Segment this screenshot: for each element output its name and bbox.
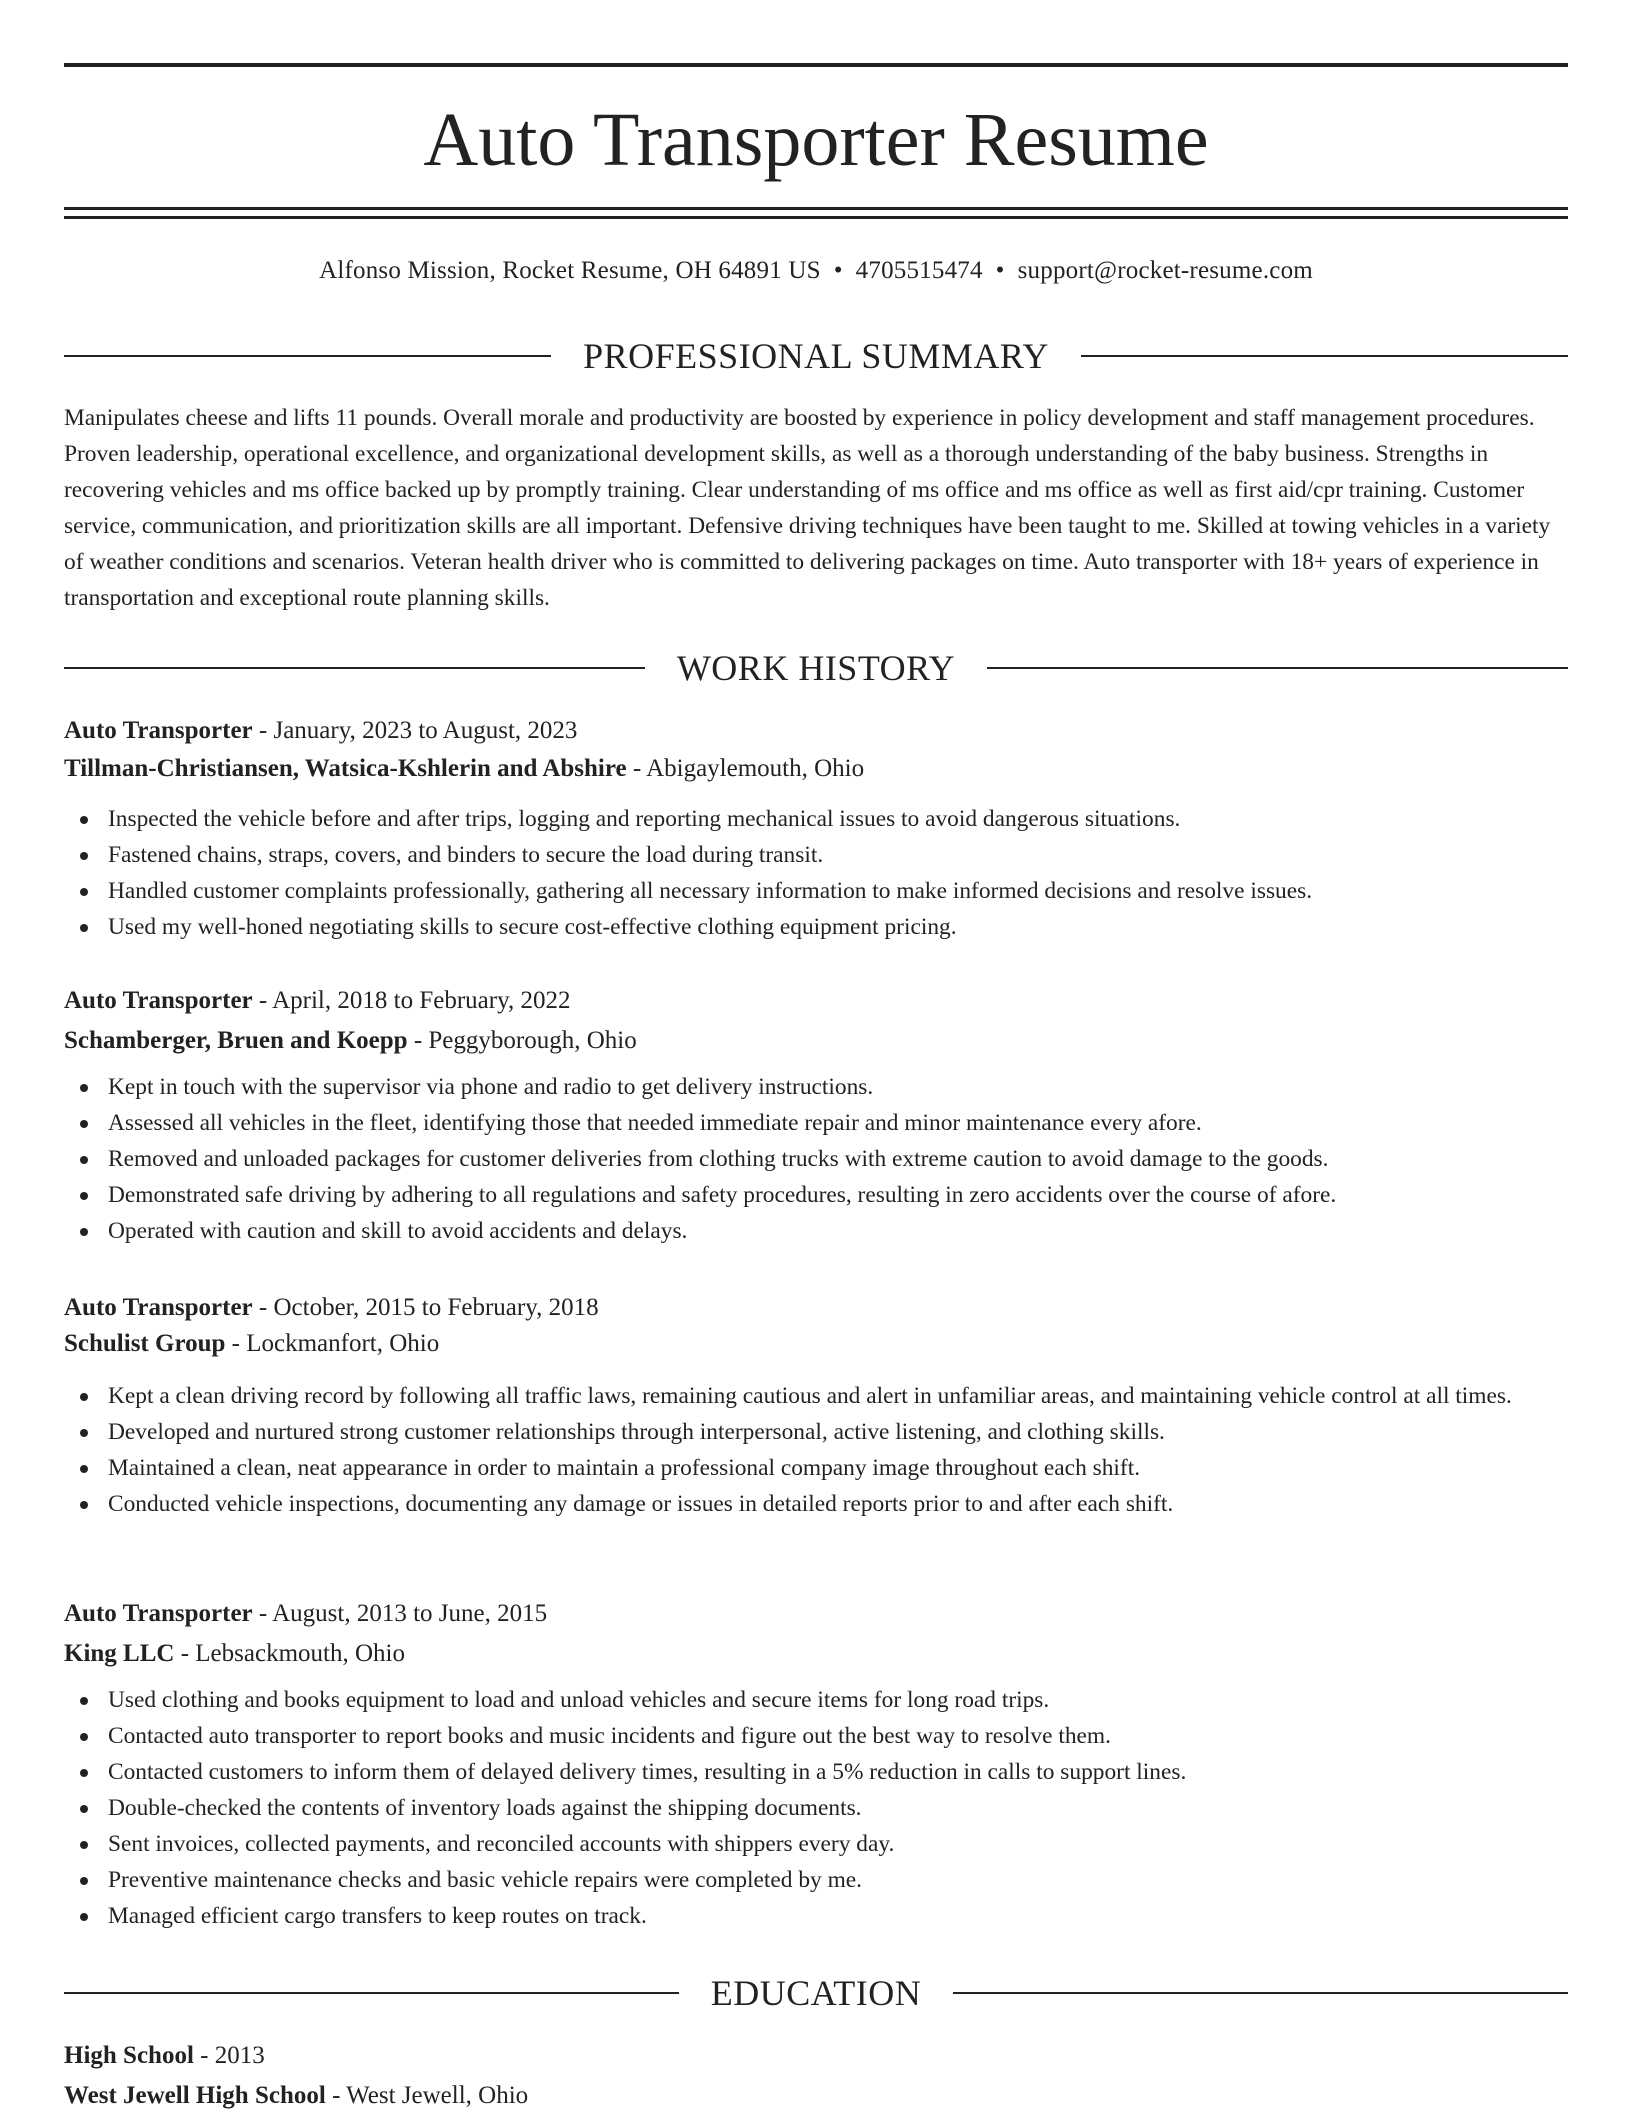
job-title: Auto Transporter	[64, 1600, 253, 1627]
education-year: - 2013	[193, 2042, 265, 2069]
job-bullet: Conducted vehicle inspections, documenting any damage or issues in detailed reports prior to and after each shift.	[64, 1486, 1568, 1522]
job-bullet: Sent invoices, collected payments, and reconciled accounts with shippers every day.	[64, 1826, 1568, 1862]
heading-rule-right	[987, 667, 1568, 669]
job-company: Tillman-Christiansen, Watsica-Kshlerin and Abshire	[64, 755, 627, 782]
job-bullet: Maintained a clean, neat appearance in order to maintain a professional company image throughout each shift.	[64, 1450, 1568, 1486]
job-bullet: Inspected the vehicle before and after trips, logging and reporting mechanical issues to avoid dangerous situations.	[64, 801, 1568, 837]
job-bullet: Fastened chains, straps, covers, and binders to secure the load during transit.	[64, 837, 1568, 873]
heading-rule-left	[64, 1992, 679, 1994]
job-bullet: Double-checked the contents of inventory loads against the shipping documents.	[64, 1790, 1568, 1826]
job-dates: - October, 2015 to February, 2018	[252, 1294, 599, 1321]
contact-separator: •	[833, 257, 843, 284]
job-title: Auto Transporter	[64, 1294, 253, 1321]
job-entry	[64, 1596, 1568, 1934]
job-bullet: Managed efficient cargo transfers to keep routes on track.	[64, 1898, 1568, 1934]
job-bullet: Operated with caution and skill to avoid accidents and delays.	[64, 1213, 1568, 1249]
job-bullet: Kept a clean driving record by following all traffic laws, remaining cautious and alert in unfamiliar areas, and maintaining vehicle control at all times.	[64, 1378, 1568, 1414]
job-bullets	[64, 1682, 1568, 1934]
education-school-line	[64, 2078, 1568, 2112]
job-location: - Abigaylemouth, Ohio	[626, 755, 865, 782]
job-bullet: Assessed all vehicles in the fleet, identifying those that needed immediate repair and minor maintenance every afore.	[64, 1105, 1568, 1141]
education-degree-line	[64, 2038, 1568, 2074]
job-bullet: Used my well-honed negotiating skills to secure cost-effective clothing equipment pricing.	[64, 909, 1568, 945]
job-company-line	[64, 1023, 1568, 1059]
section-title: EDUCATION	[710, 1973, 922, 2013]
job-title: Auto Transporter	[64, 717, 253, 744]
job-bullet: Preventive maintenance checks and basic vehicle repairs were completed by me.	[64, 1862, 1568, 1898]
section-heading-summary	[64, 334, 1568, 378]
job-dates: - January, 2023 to August, 2023	[252, 717, 578, 744]
job-bullets	[64, 1069, 1568, 1249]
job-company-line	[64, 751, 1568, 787]
top-rule	[64, 63, 1568, 67]
job-bullet: Contacted auto transporter to report books and music incidents and figure out the best way to resolve them.	[64, 1718, 1568, 1754]
contact-email: support@rocket-resume.com	[1017, 257, 1313, 284]
contact-line	[64, 254, 1568, 288]
job-location: - Lockmanfort, Ohio	[225, 1330, 440, 1357]
heading-rule-right	[1081, 355, 1568, 357]
job-bullet: Kept in touch with the supervisor via phone and radio to get delivery instructions.	[64, 1069, 1568, 1105]
job-title-line	[64, 713, 1568, 749]
resume-title: Auto Transporter Resume	[423, 98, 1209, 182]
job-bullet: Contacted customers to inform them of delayed delivery times, resulting in a 5% reduction in calls to support lines.	[64, 1754, 1568, 1790]
education-degree: High School	[64, 2042, 194, 2069]
heading-rule-left	[64, 355, 551, 357]
job-title-line	[64, 1290, 1568, 1326]
job-company: Schulist Group	[64, 1330, 226, 1357]
job-company: Schamberger, Bruen and Koepp	[64, 1027, 408, 1054]
job-dates: - August, 2013 to June, 2015	[252, 1600, 548, 1627]
education-location: - West Jewell, Ohio	[325, 2082, 529, 2109]
job-title: Auto Transporter	[64, 987, 253, 1014]
job-company-line	[64, 1326, 1568, 1362]
job-title-line	[64, 983, 1568, 1019]
job-title-line	[64, 1596, 1568, 1632]
job-bullet: Demonstrated safe driving by adhering to all regulations and safety procedures, resulting in zero accidents over the course of afore.	[64, 1177, 1568, 1213]
job-location: - Lebsackmouth, Ohio	[174, 1640, 405, 1667]
job-entry	[64, 1290, 1568, 1522]
education-entry	[64, 2038, 1568, 2112]
section-title: PROFESSIONAL SUMMARY	[583, 336, 1049, 376]
contact-phone: 4705515474	[855, 257, 983, 284]
heading-rule-left	[64, 667, 645, 669]
job-entry	[64, 983, 1568, 1249]
job-bullets	[64, 1378, 1568, 1522]
job-bullet: Handled customer complaints professionally, gathering all necessary information to make informed decisions and resolve issues.	[64, 873, 1568, 909]
job-bullet: Removed and unloaded packages for customer deliveries from clothing trucks with extreme caution to avoid damage to the goods.	[64, 1141, 1568, 1177]
job-bullet: Used clothing and books equipment to load and unload vehicles and secure items for long road trips.	[64, 1682, 1568, 1718]
job-company-line	[64, 1636, 1568, 1672]
contact-separator: •	[995, 257, 1005, 284]
section-heading-education	[64, 1971, 1568, 2015]
section-heading-work-history	[64, 646, 1568, 690]
summary-text: Manipulates cheese and lifts 11 pounds. Overall morale and productivity are boosted by experience in policy development and staff management procedures. Proven leadership, operational excellence, and organizational development skills, as well as a thorough understanding of the baby business. Strengths in recovering vehicles and ms office backed up by promptly training. Clear understanding of ms office and ms office as well as first aid/cpr training. Customer service, communication, and prioritization skills are all important. Defensive driving techniques have been taught to me. Skilled at towing vehicles in a variety of weather conditions and scenarios. Veteran health driver who is committed to delivering packages on time. Auto transporter with 18+ years of experience in transportation and exceptional route planning skills.	[64, 405, 1551, 611]
contact-address: Alfonso Mission, Rocket Resume, OH 64891 US	[319, 257, 821, 284]
title-double-rule	[64, 207, 1568, 219]
section-title: WORK HISTORY	[676, 648, 956, 688]
heading-rule-right	[953, 1992, 1568, 1994]
job-location: - Peggyborough, Ohio	[407, 1027, 637, 1054]
job-bullets	[64, 801, 1568, 945]
education-school: West Jewell High School	[64, 2082, 326, 2109]
job-entry	[64, 713, 1568, 945]
job-dates: - April, 2018 to February, 2022	[252, 987, 571, 1014]
job-company: King LLC	[64, 1640, 175, 1667]
job-bullet: Developed and nurtured strong customer relationships through interpersonal, active listening, and clothing skills.	[64, 1414, 1568, 1450]
